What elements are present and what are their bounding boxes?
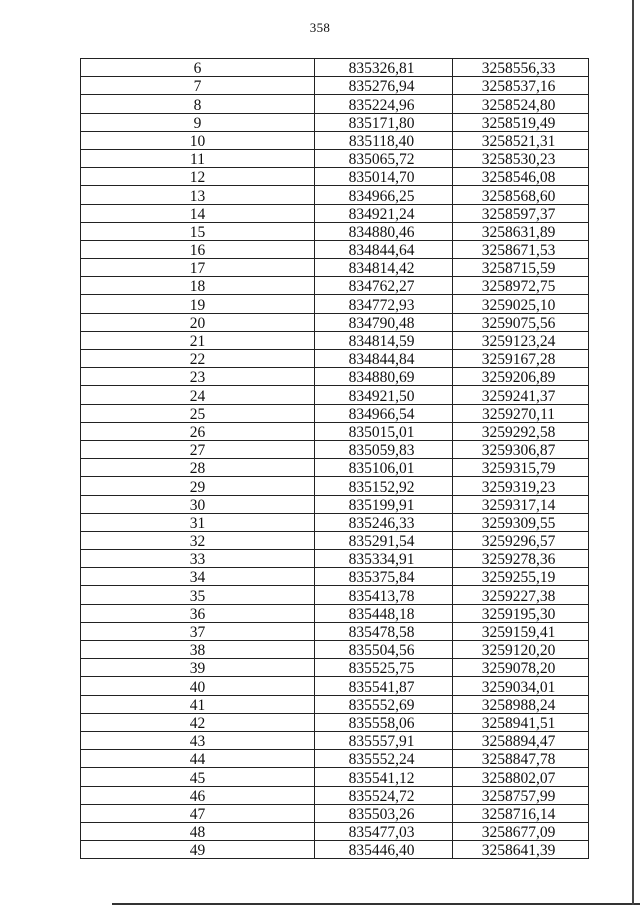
table-row xyxy=(81,495,589,513)
table-row xyxy=(81,641,589,659)
point-number-cell: 25 xyxy=(81,404,315,422)
y-coordinate-cell: 3259120,20 xyxy=(453,641,589,659)
x-coordinate-cell: 835558,06 xyxy=(315,713,453,731)
point-number-cell: 15 xyxy=(81,222,315,240)
x-coordinate-cell: 834921,50 xyxy=(315,386,453,404)
point-number-cell: 30 xyxy=(81,495,315,513)
y-coordinate-cell: 3259315,79 xyxy=(453,459,589,477)
y-coordinate-cell: 3259167,28 xyxy=(453,350,589,368)
point-number-cell: 32 xyxy=(81,531,315,549)
y-coordinate-cell: 3258519,49 xyxy=(453,113,589,131)
table-row xyxy=(81,204,589,222)
x-coordinate-cell: 835503,26 xyxy=(315,804,453,822)
y-coordinate-cell: 3258524,80 xyxy=(453,95,589,113)
x-coordinate-cell: 834844,64 xyxy=(315,240,453,258)
point-number-cell: 44 xyxy=(81,750,315,768)
point-number-cell: 27 xyxy=(81,440,315,458)
y-coordinate-cell: 3258677,09 xyxy=(453,822,589,840)
x-coordinate-cell: 835291,54 xyxy=(315,531,453,549)
y-coordinate-cell: 3259206,89 xyxy=(453,368,589,386)
table-row xyxy=(81,350,589,368)
x-coordinate-cell: 835413,78 xyxy=(315,586,453,604)
point-number-cell: 26 xyxy=(81,422,315,440)
table-row xyxy=(81,804,589,822)
x-coordinate-cell: 835106,01 xyxy=(315,459,453,477)
x-coordinate-cell: 835375,84 xyxy=(315,568,453,586)
point-number-cell: 46 xyxy=(81,786,315,804)
y-coordinate-cell: 3259309,55 xyxy=(453,513,589,531)
point-number-cell: 43 xyxy=(81,731,315,749)
point-number-cell: 36 xyxy=(81,604,315,622)
table-row xyxy=(81,768,589,786)
point-number-cell: 38 xyxy=(81,641,315,659)
table-row xyxy=(81,659,589,677)
y-coordinate-cell: 3258631,89 xyxy=(453,222,589,240)
point-number-cell: 40 xyxy=(81,677,315,695)
table-row xyxy=(81,331,589,349)
table-row xyxy=(81,168,589,186)
x-coordinate-cell: 835541,87 xyxy=(315,677,453,695)
y-coordinate-cell: 3259317,14 xyxy=(453,495,589,513)
y-coordinate-cell: 3258530,23 xyxy=(453,149,589,167)
table-row xyxy=(81,368,589,386)
table-row xyxy=(81,731,589,749)
point-number-cell: 13 xyxy=(81,186,315,204)
x-coordinate-cell: 835504,56 xyxy=(315,641,453,659)
table-row xyxy=(81,149,589,167)
table-row xyxy=(81,622,589,640)
point-number-cell: 48 xyxy=(81,822,315,840)
table-row xyxy=(81,677,589,695)
y-coordinate-cell: 3259241,37 xyxy=(453,386,589,404)
x-coordinate-cell: 835276,94 xyxy=(315,77,453,95)
point-number-cell: 42 xyxy=(81,713,315,731)
y-coordinate-cell: 3259319,23 xyxy=(453,477,589,495)
y-coordinate-cell: 3259306,87 xyxy=(453,440,589,458)
point-number-cell: 24 xyxy=(81,386,315,404)
point-number-cell: 41 xyxy=(81,695,315,713)
y-coordinate-cell: 3258715,59 xyxy=(453,259,589,277)
x-coordinate-cell: 835446,40 xyxy=(315,841,453,859)
x-coordinate-cell: 835059,83 xyxy=(315,440,453,458)
point-number-cell: 12 xyxy=(81,168,315,186)
x-coordinate-cell: 835478,58 xyxy=(315,622,453,640)
y-coordinate-cell: 3258546,08 xyxy=(453,168,589,186)
x-coordinate-cell: 835171,80 xyxy=(315,113,453,131)
page-number: 358 xyxy=(309,20,331,35)
point-number-cell: 9 xyxy=(81,113,315,131)
y-coordinate-cell: 3259159,41 xyxy=(453,622,589,640)
table-row xyxy=(81,295,589,313)
point-number-cell: 11 xyxy=(81,149,315,167)
point-number-cell: 10 xyxy=(81,131,315,149)
table-row xyxy=(81,786,589,804)
y-coordinate-cell: 3259227,38 xyxy=(453,586,589,604)
table-row xyxy=(81,695,589,713)
y-coordinate-cell: 3259296,57 xyxy=(453,531,589,549)
x-coordinate-cell: 834814,59 xyxy=(315,331,453,349)
table-row xyxy=(81,550,589,568)
y-coordinate-cell: 3258988,24 xyxy=(453,695,589,713)
y-coordinate-cell: 3259075,56 xyxy=(453,313,589,331)
point-number-cell: 37 xyxy=(81,622,315,640)
y-coordinate-cell: 3258568,60 xyxy=(453,186,589,204)
x-coordinate-cell: 835014,70 xyxy=(315,168,453,186)
x-coordinate-cell: 834790,48 xyxy=(315,313,453,331)
x-coordinate-cell: 835065,72 xyxy=(315,149,453,167)
table-row xyxy=(81,113,589,131)
y-coordinate-cell: 3258972,75 xyxy=(453,277,589,295)
scan-edge-right xyxy=(632,0,634,905)
x-coordinate-cell: 835199,91 xyxy=(315,495,453,513)
table-row xyxy=(81,404,589,422)
point-number-cell: 29 xyxy=(81,477,315,495)
x-coordinate-cell: 834966,25 xyxy=(315,186,453,204)
table-row xyxy=(81,459,589,477)
table-row xyxy=(81,440,589,458)
point-number-cell: 8 xyxy=(81,95,315,113)
table-row xyxy=(81,531,589,549)
y-coordinate-cell: 3259255,19 xyxy=(453,568,589,586)
y-coordinate-cell: 3258894,47 xyxy=(453,731,589,749)
x-coordinate-cell: 835326,81 xyxy=(315,59,453,77)
table-row xyxy=(81,604,589,622)
y-coordinate-cell: 3259270,11 xyxy=(453,404,589,422)
table-row xyxy=(81,259,589,277)
point-number-cell: 34 xyxy=(81,568,315,586)
x-coordinate-cell: 835246,33 xyxy=(315,513,453,531)
x-coordinate-cell: 835152,92 xyxy=(315,477,453,495)
x-coordinate-cell: 835552,69 xyxy=(315,695,453,713)
x-coordinate-cell: 835525,75 xyxy=(315,659,453,677)
x-coordinate-cell: 835334,91 xyxy=(315,550,453,568)
point-number-cell: 20 xyxy=(81,313,315,331)
x-coordinate-cell: 834762,27 xyxy=(315,277,453,295)
x-coordinate-cell: 835015,01 xyxy=(315,422,453,440)
table-row xyxy=(81,277,589,295)
table-row xyxy=(81,313,589,331)
x-coordinate-cell: 835477,03 xyxy=(315,822,453,840)
x-coordinate-cell: 834814,42 xyxy=(315,259,453,277)
point-number-cell: 33 xyxy=(81,550,315,568)
point-number-cell: 7 xyxy=(81,77,315,95)
point-number-cell: 17 xyxy=(81,259,315,277)
table-row xyxy=(81,841,589,859)
x-coordinate-cell: 834921,24 xyxy=(315,204,453,222)
point-number-cell: 28 xyxy=(81,459,315,477)
table-row xyxy=(81,586,589,604)
y-coordinate-cell: 3258802,07 xyxy=(453,768,589,786)
y-coordinate-cell: 3258716,14 xyxy=(453,804,589,822)
x-coordinate-cell: 834844,84 xyxy=(315,350,453,368)
x-coordinate-cell: 834966,54 xyxy=(315,404,453,422)
y-coordinate-cell: 3259123,24 xyxy=(453,331,589,349)
point-number-cell: 49 xyxy=(81,841,315,859)
point-number-cell: 45 xyxy=(81,768,315,786)
x-coordinate-cell: 834772,93 xyxy=(315,295,453,313)
table-row xyxy=(81,186,589,204)
table-row xyxy=(81,713,589,731)
table-row xyxy=(81,568,589,586)
point-number-cell: 22 xyxy=(81,350,315,368)
x-coordinate-cell: 835557,91 xyxy=(315,731,453,749)
point-number-cell: 35 xyxy=(81,586,315,604)
y-coordinate-cell: 3259034,01 xyxy=(453,677,589,695)
point-number-cell: 39 xyxy=(81,659,315,677)
x-coordinate-cell: 835524,72 xyxy=(315,786,453,804)
y-coordinate-cell: 3258597,37 xyxy=(453,204,589,222)
y-coordinate-cell: 3258537,16 xyxy=(453,77,589,95)
point-number-cell: 18 xyxy=(81,277,315,295)
table-row xyxy=(81,95,589,113)
x-coordinate-cell: 835118,40 xyxy=(315,131,453,149)
x-coordinate-cell: 835541,12 xyxy=(315,768,453,786)
y-coordinate-cell: 3258521,31 xyxy=(453,131,589,149)
table-row xyxy=(81,386,589,404)
x-coordinate-cell: 835224,96 xyxy=(315,95,453,113)
point-number-cell: 19 xyxy=(81,295,315,313)
table-row xyxy=(81,131,589,149)
x-coordinate-cell: 835552,24 xyxy=(315,750,453,768)
table-row xyxy=(81,59,589,77)
coordinates-table-body xyxy=(81,59,589,859)
table-row xyxy=(81,240,589,258)
y-coordinate-cell: 3258671,53 xyxy=(453,240,589,258)
point-number-cell: 31 xyxy=(81,513,315,531)
point-number-cell: 6 xyxy=(81,59,315,77)
table-row xyxy=(81,77,589,95)
table-row xyxy=(81,477,589,495)
x-coordinate-cell: 834880,46 xyxy=(315,222,453,240)
y-coordinate-cell: 3258757,99 xyxy=(453,786,589,804)
y-coordinate-cell: 3259292,58 xyxy=(453,422,589,440)
point-number-cell: 23 xyxy=(81,368,315,386)
scan-edge-bottom xyxy=(112,903,640,905)
x-coordinate-cell: 834880,69 xyxy=(315,368,453,386)
table-row xyxy=(81,513,589,531)
point-number-cell: 16 xyxy=(81,240,315,258)
y-coordinate-cell: 3258847,78 xyxy=(453,750,589,768)
y-coordinate-cell: 3259278,36 xyxy=(453,550,589,568)
table-row xyxy=(81,422,589,440)
point-number-cell: 47 xyxy=(81,804,315,822)
y-coordinate-cell: 3258556,33 xyxy=(453,59,589,77)
y-coordinate-cell: 3258641,39 xyxy=(453,841,589,859)
table-row xyxy=(81,750,589,768)
table-row xyxy=(81,222,589,240)
point-number-cell: 21 xyxy=(81,331,315,349)
x-coordinate-cell: 835448,18 xyxy=(315,604,453,622)
y-coordinate-cell: 3258941,51 xyxy=(453,713,589,731)
point-number-cell: 14 xyxy=(81,204,315,222)
coordinates-table xyxy=(80,58,589,859)
table-row xyxy=(81,822,589,840)
y-coordinate-cell: 3259078,20 xyxy=(453,659,589,677)
y-coordinate-cell: 3259195,30 xyxy=(453,604,589,622)
y-coordinate-cell: 3259025,10 xyxy=(453,295,589,313)
